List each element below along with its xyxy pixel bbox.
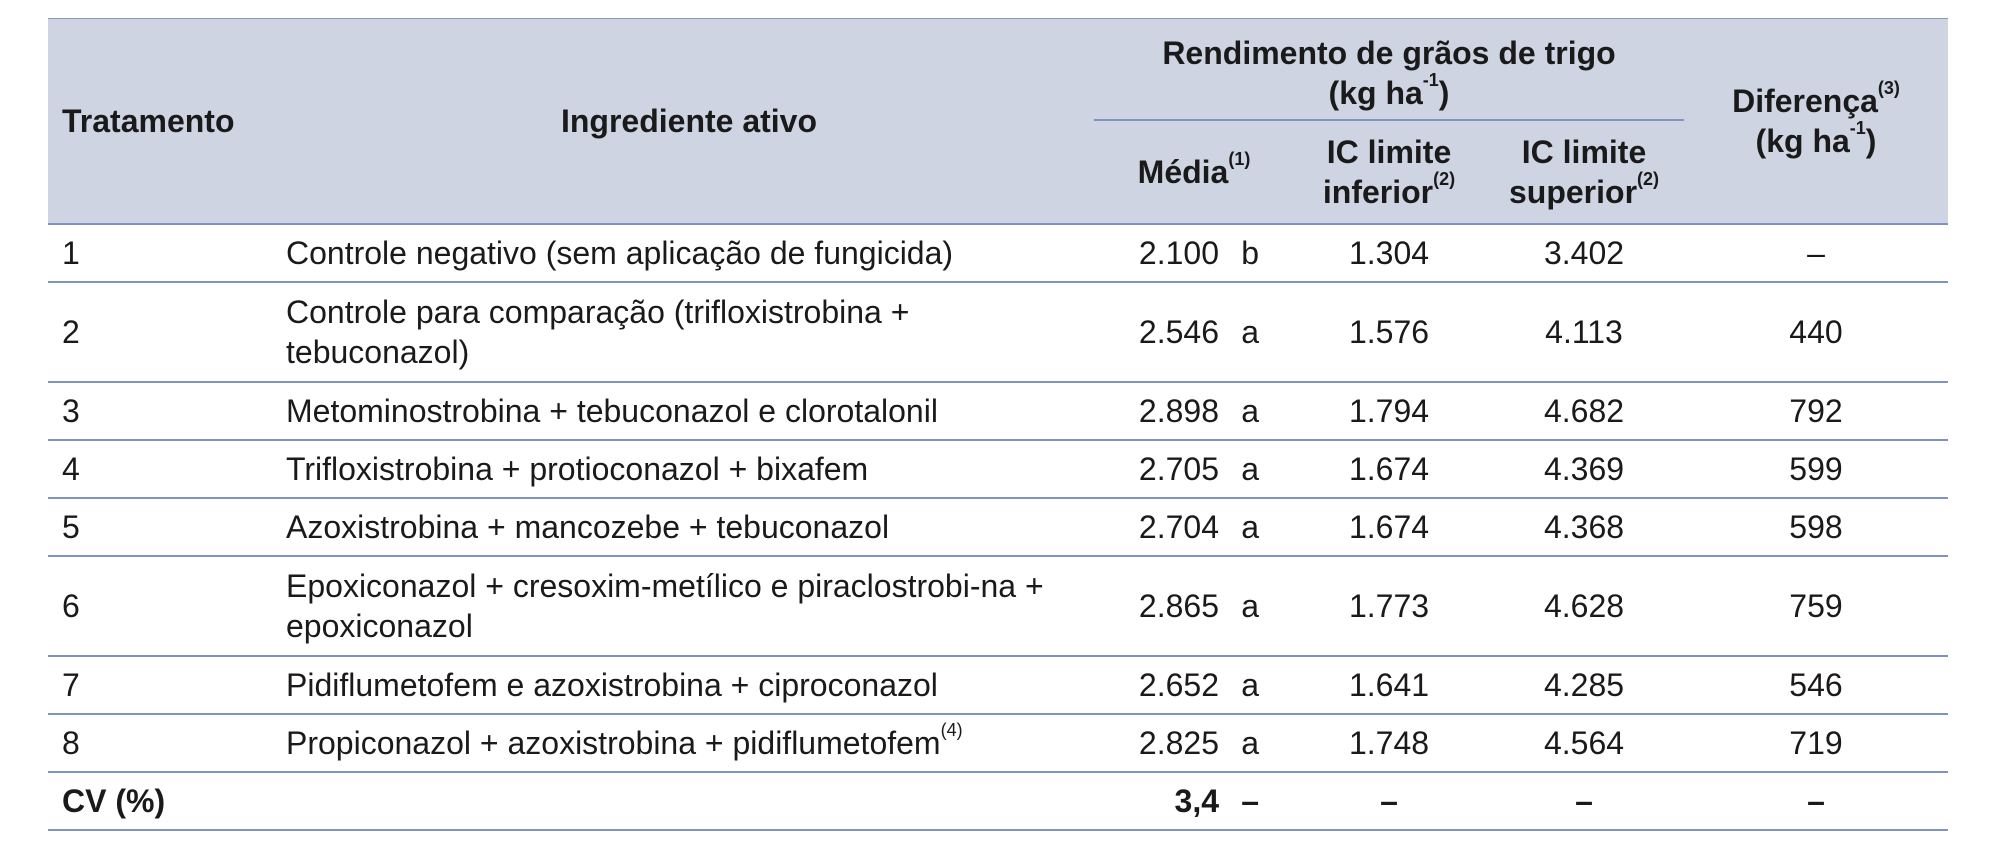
media-value: 2.704 bbox=[1138, 508, 1219, 545]
cell-tratamento: 5 bbox=[62, 508, 80, 545]
cell-ic-inferior: 1.748 bbox=[1348, 724, 1430, 761]
media-letter: a bbox=[1241, 450, 1259, 487]
cell-ic-superior: 4.369 bbox=[1543, 450, 1625, 487]
cell-ic-superior: 3.402 bbox=[1543, 234, 1625, 271]
table-row bbox=[48, 656, 1948, 714]
media-value: 2.100 bbox=[1138, 234, 1219, 271]
cell-media bbox=[1094, 224, 1294, 282]
media-value: 2.546 bbox=[1138, 313, 1219, 350]
cv-label: CV (%) bbox=[62, 782, 166, 819]
cell-tratamento: 3 bbox=[62, 392, 80, 429]
media-letter: a bbox=[1241, 587, 1259, 624]
header-ic-superior: IC limite superior$^{(2)}$ bbox=[1484, 120, 1684, 224]
header-rendimento-title: Rendimento de grãos de trigo bbox=[1162, 35, 1616, 71]
cell-ic-superior: 4.564 bbox=[1543, 724, 1625, 761]
cell-media bbox=[1094, 440, 1294, 498]
media-value: 2.865 bbox=[1138, 587, 1219, 624]
table-row bbox=[48, 440, 1948, 498]
cell-media bbox=[1094, 382, 1294, 440]
cell-media bbox=[1094, 656, 1294, 714]
cell-diferenca: 719 bbox=[1789, 724, 1843, 761]
cell-ingrediente: Pidiflumetofem e azoxistrobina + ciproconazol bbox=[286, 667, 938, 703]
cell-ingrediente: Controle para comparação (trifloxistrobina + tebuconazol) bbox=[286, 294, 910, 370]
cell-ic-inferior: 1.794 bbox=[1348, 392, 1430, 429]
cv-ic-inferior: – bbox=[1380, 782, 1398, 819]
cell-diferenca: 759 bbox=[1789, 587, 1843, 624]
cell-media bbox=[1094, 498, 1294, 556]
media-letter: a bbox=[1241, 392, 1259, 429]
cell-tratamento: 8 bbox=[62, 724, 80, 761]
cell-tratamento: 7 bbox=[62, 666, 80, 703]
cv-empty bbox=[284, 772, 1094, 830]
cell-media bbox=[1094, 282, 1294, 382]
cell-ingrediente: Epoxiconazol + cresoxim-metílico e piraclostrobi-na + epoxiconazol bbox=[286, 568, 1044, 644]
cell-ingrediente: Trifloxistrobina + protioconazol + bixafem bbox=[286, 451, 869, 487]
cell-ingrediente: Propiconazol + azoxistrobina + pidiflumetofem$^{(4)}$ bbox=[286, 720, 963, 761]
cell-ic-superior: 4.628 bbox=[1543, 587, 1625, 624]
cell-media bbox=[1094, 714, 1294, 772]
header-rendimento bbox=[1094, 19, 1684, 121]
header-diferenca: Diferença$^{(3)}$ (kg $ha^{-1}$) bbox=[1684, 19, 1948, 225]
cell-ic-inferior: 1.641 bbox=[1348, 666, 1430, 703]
cv-diferenca: – bbox=[1807, 782, 1825, 819]
cell-ic-inferior: 1.674 bbox=[1348, 450, 1430, 487]
media-letter: a bbox=[1241, 313, 1259, 350]
cell-ingrediente: Metominostrobina + tebuconazol e clorotalonil bbox=[286, 393, 938, 429]
header-tratamento: Tratamento bbox=[48, 19, 284, 225]
cell-ic-superior: 4.285 bbox=[1543, 666, 1625, 703]
cv-ic-superior: – bbox=[1575, 782, 1593, 819]
cell-ingrediente: Controle negativo (sem aplicação de fungicida) bbox=[286, 235, 954, 271]
table-header bbox=[48, 19, 1948, 225]
media-letter: a bbox=[1241, 508, 1259, 545]
cell-diferenca: 598 bbox=[1789, 508, 1843, 545]
cell-ic-superior: 4.113 bbox=[1545, 313, 1623, 350]
cv-media: 3,4 – bbox=[1174, 782, 1259, 819]
cv-row bbox=[48, 772, 1948, 830]
header-media: Média$^{(1)}$ bbox=[1094, 120, 1294, 224]
cell-ingrediente: Azoxistrobina + mancozebe + tebuconazol bbox=[286, 509, 890, 545]
cell-ic-superior: 4.368 bbox=[1543, 508, 1625, 545]
cell-ic-inferior: 1.576 bbox=[1348, 313, 1430, 350]
media-letter: a bbox=[1241, 666, 1259, 703]
cell-ic-inferior: 1.773 bbox=[1348, 587, 1430, 624]
media-value: 2.825 bbox=[1138, 724, 1219, 761]
header-ingrediente: Ingrediente ativo bbox=[284, 19, 1094, 225]
cell-media bbox=[1094, 556, 1294, 656]
media-letter: a bbox=[1241, 724, 1259, 761]
cell-tratamento: 2 bbox=[62, 313, 80, 350]
table-row bbox=[48, 556, 1948, 656]
media-letter: b bbox=[1241, 234, 1259, 271]
table-body bbox=[48, 224, 1948, 830]
media-value: 2.898 bbox=[1138, 392, 1219, 429]
table-row bbox=[48, 382, 1948, 440]
cell-ic-inferior: 1.674 bbox=[1348, 508, 1430, 545]
cell-ic-superior: 4.682 bbox=[1543, 392, 1625, 429]
cell-diferenca: 599 bbox=[1789, 450, 1843, 487]
cell-tratamento: 4 bbox=[62, 450, 80, 487]
cell-diferenca: – bbox=[1807, 234, 1825, 271]
cell-diferenca: 792 bbox=[1789, 392, 1843, 429]
header-ic-inferior: IC limite inferior$^{(2)}$ bbox=[1294, 120, 1484, 224]
table-row bbox=[48, 498, 1948, 556]
cell-tratamento: 6 bbox=[62, 587, 80, 624]
media-value: 2.705 bbox=[1138, 450, 1219, 487]
table-row bbox=[48, 224, 1948, 282]
cell-tratamento: 1 bbox=[62, 234, 80, 271]
cell-diferenca: 546 bbox=[1789, 666, 1843, 703]
table-row bbox=[48, 282, 1948, 382]
table-container bbox=[48, 18, 1948, 831]
cell-ic-inferior: 1.304 bbox=[1348, 234, 1430, 271]
media-value: 2.652 bbox=[1138, 666, 1219, 703]
results-table bbox=[48, 18, 1948, 831]
cell-diferenca: 440 bbox=[1789, 313, 1843, 350]
header-rendimento-unit: (kg $ha^{-1}$) bbox=[1328, 70, 1450, 111]
table-row bbox=[48, 714, 1948, 772]
